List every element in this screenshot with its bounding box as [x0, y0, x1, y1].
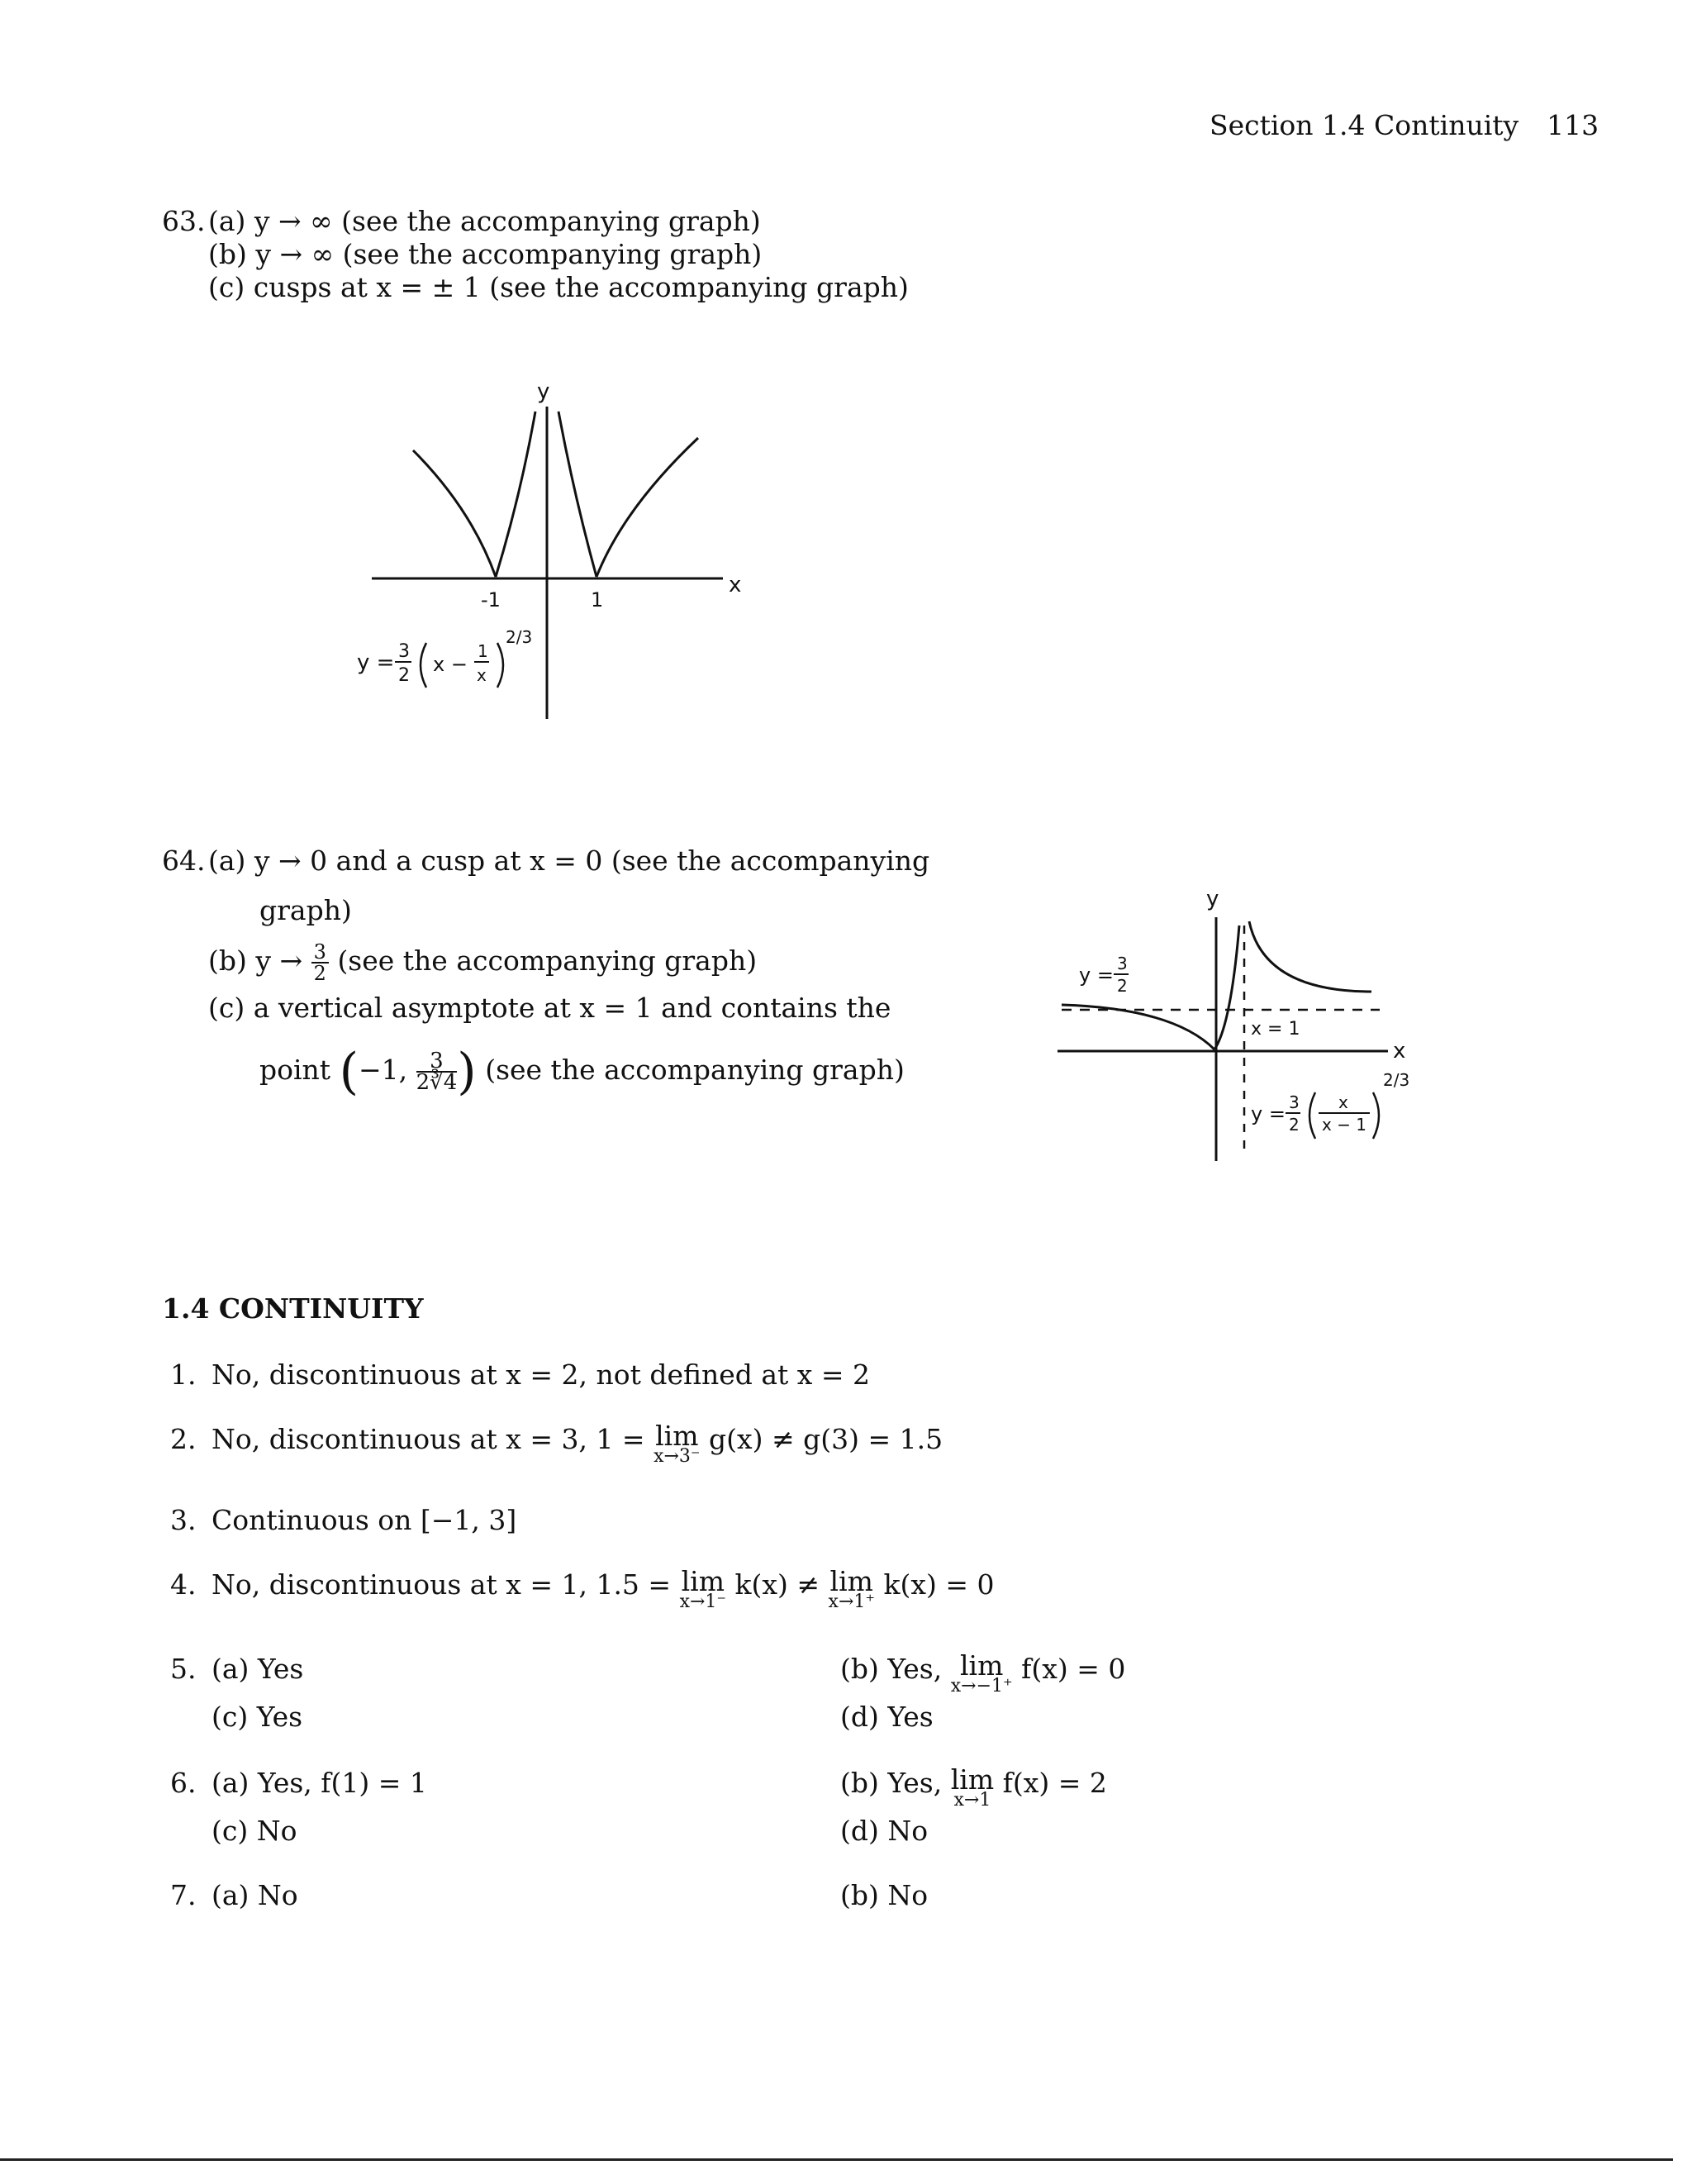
item-6-b-post: f(x) = 2 [1002, 1767, 1107, 1799]
problem-64-number: 64. [162, 845, 206, 877]
problem-64-a-line1: (a) y → 0 and a cusp at x = 0 (see the accompanying [208, 845, 930, 877]
lim-word: lim [959, 1649, 1004, 1682]
point-y-fraction [416, 1049, 458, 1095]
formula-lhs: y = [357, 650, 395, 675]
formula-exponent: 2/3 [506, 627, 533, 647]
lim-word: lim [681, 1565, 725, 1597]
x-axis-label: x [729, 573, 742, 597]
item-5-number: 5. [170, 1653, 197, 1685]
formula-inner-den: x − 1 [1322, 1115, 1367, 1135]
tick-label-1: 1 [591, 588, 604, 611]
item-6-number: 6. [170, 1767, 197, 1799]
point-x: −1, [358, 1054, 408, 1086]
limit-left [679, 1565, 727, 1612]
item-1-text: No, discontinuous at x = 2, not defined at x = 2 [212, 1358, 871, 1391]
limit-right [828, 1565, 875, 1612]
item-5-d: (d) Yes [840, 1701, 934, 1733]
lim-subscript: x→−1⁺ [950, 1676, 1013, 1696]
limit-expression [654, 1420, 701, 1467]
curve-right [1249, 921, 1371, 992]
asymptote-num: 3 [1117, 954, 1128, 973]
item-6-b-pre: (b) Yes, [840, 1767, 943, 1799]
item-2-text [212, 1420, 943, 1467]
formula-inner: x − [433, 653, 468, 676]
formula-exponent: 2/3 [1383, 1070, 1410, 1090]
curve-right-inner [558, 412, 596, 577]
problem-64-c-line2: point (−1, $\frac{3}{2∛4}$ ) (see the accompanying graph) [259, 1043, 905, 1101]
y-axis-label: y [537, 379, 550, 404]
graph-63 [347, 372, 777, 735]
item-4-mid: k(x) ≠ [734, 1568, 820, 1601]
lim-word: lim [829, 1565, 873, 1597]
item-7-b: (b) No [840, 1879, 929, 1911]
formula-inner-num: 1 [478, 641, 488, 661]
formula-num: 3 [1289, 1092, 1300, 1112]
item-6-c: (c) No [212, 1815, 297, 1847]
asymptote-label [1079, 954, 1129, 996]
lim-subscript: x→3⁻ [654, 1446, 701, 1467]
point-y-num: 3 [416, 1051, 458, 1073]
problem-64-b-prefix: (b) y → [208, 944, 303, 977]
item-6-a: (a) Yes, f(1) = 1 [212, 1767, 427, 1799]
page-bottom-rule [0, 2158, 1673, 2161]
fraction-3-2 [311, 942, 329, 983]
problem-64-b [208, 942, 757, 983]
curve-left-inner [496, 412, 535, 577]
problem-63-number: 63. [162, 205, 206, 237]
item-2-post: g(x) ≠ g(3) = 1.5 [709, 1423, 943, 1455]
y-axis-label: y [1206, 887, 1219, 911]
item-6-d: (d) No [840, 1815, 929, 1847]
problem-63-a: (a) y → ∞ (see the accompanying graph) [208, 205, 761, 237]
item-5-b-pre: (b) Yes, [840, 1653, 943, 1685]
item-5-c: (c) Yes [212, 1701, 303, 1733]
limit-expression [950, 1649, 1013, 1696]
graph-64 [1049, 876, 1462, 1173]
item-6-b [840, 1763, 1107, 1810]
item-3-text: Continuous on [−1, 3] [212, 1504, 517, 1536]
page-number: 113 [1547, 109, 1599, 141]
graph-64-formula [1251, 1070, 1409, 1139]
section-heading: 1.4 CONTINUITY [162, 1292, 424, 1325]
frac-num: 3 [311, 942, 329, 964]
item-4-number: 4. [170, 1568, 197, 1601]
lim-subscript: x→1⁻ [679, 1592, 727, 1612]
asymptote-lhs: y = [1079, 964, 1114, 987]
problem-64-c-suffix: (see the accompanying graph) [485, 1054, 905, 1086]
curve-left-outer [413, 450, 496, 577]
point-y-den: 2∛4 [416, 1070, 458, 1095]
curve-left [1062, 1005, 1214, 1049]
problem-64-b-suffix: (see the accompanying graph) [337, 944, 758, 977]
item-5-b [840, 1649, 1126, 1696]
item-2-number: 2. [170, 1423, 197, 1455]
curve-middle [1214, 925, 1239, 1049]
limit-expression [950, 1763, 995, 1810]
item-4-pre: No, discontinuous at x = 1, 1.5 = [212, 1568, 672, 1601]
formula-frac-num: 3 [398, 641, 410, 662]
x-axis-label: x [1393, 1039, 1406, 1063]
graph-63-formula [357, 627, 532, 688]
running-header [1210, 109, 1599, 141]
curve-right-outer [596, 438, 698, 577]
lim-word: lim [950, 1763, 995, 1796]
problem-64-c-prefix: point [259, 1054, 331, 1086]
formula-inner-num: x [1338, 1092, 1348, 1112]
frac-den: 2 [313, 962, 326, 985]
item-2-pre: No, discontinuous at x = 3, 1 = [212, 1423, 645, 1455]
item-7-number: 7. [170, 1879, 197, 1911]
item-4-post: k(x) = 0 [883, 1568, 995, 1601]
formula-inner-den: x [477, 665, 487, 685]
item-3-number: 3. [170, 1504, 197, 1536]
problem-64-a-line2: graph) [259, 894, 352, 926]
lim-word: lim [655, 1420, 699, 1452]
item-1-number: 1. [170, 1358, 197, 1391]
formula-den: 2 [1289, 1115, 1300, 1135]
section-running-title: Section 1.4 Continuity [1210, 109, 1519, 141]
problem-63-c: (c) cusps at x = ± 1 (see the accompanying graph) [208, 271, 909, 303]
item-7-a: (a) No [212, 1879, 298, 1911]
formula-lhs: y = [1251, 1102, 1286, 1125]
tick-label-neg1: -1 [481, 588, 501, 611]
item-5-a: (a) Yes [212, 1653, 304, 1685]
vertical-asymptote-label: x = 1 [1251, 1019, 1300, 1040]
formula-frac-den: 2 [398, 665, 410, 686]
item-5-b-post: f(x) = 0 [1021, 1653, 1126, 1685]
problem-64-c-line1: (c) a vertical asymptote at x = 1 and contains the [208, 992, 891, 1024]
asymptote-den: 2 [1117, 976, 1128, 996]
problem-63-b: (b) y → ∞ (see the accompanying graph) [208, 238, 763, 270]
item-4-text [212, 1565, 995, 1612]
lim-subscript: x→1 [953, 1790, 991, 1810]
lim-subscript: x→1⁺ [828, 1592, 875, 1612]
